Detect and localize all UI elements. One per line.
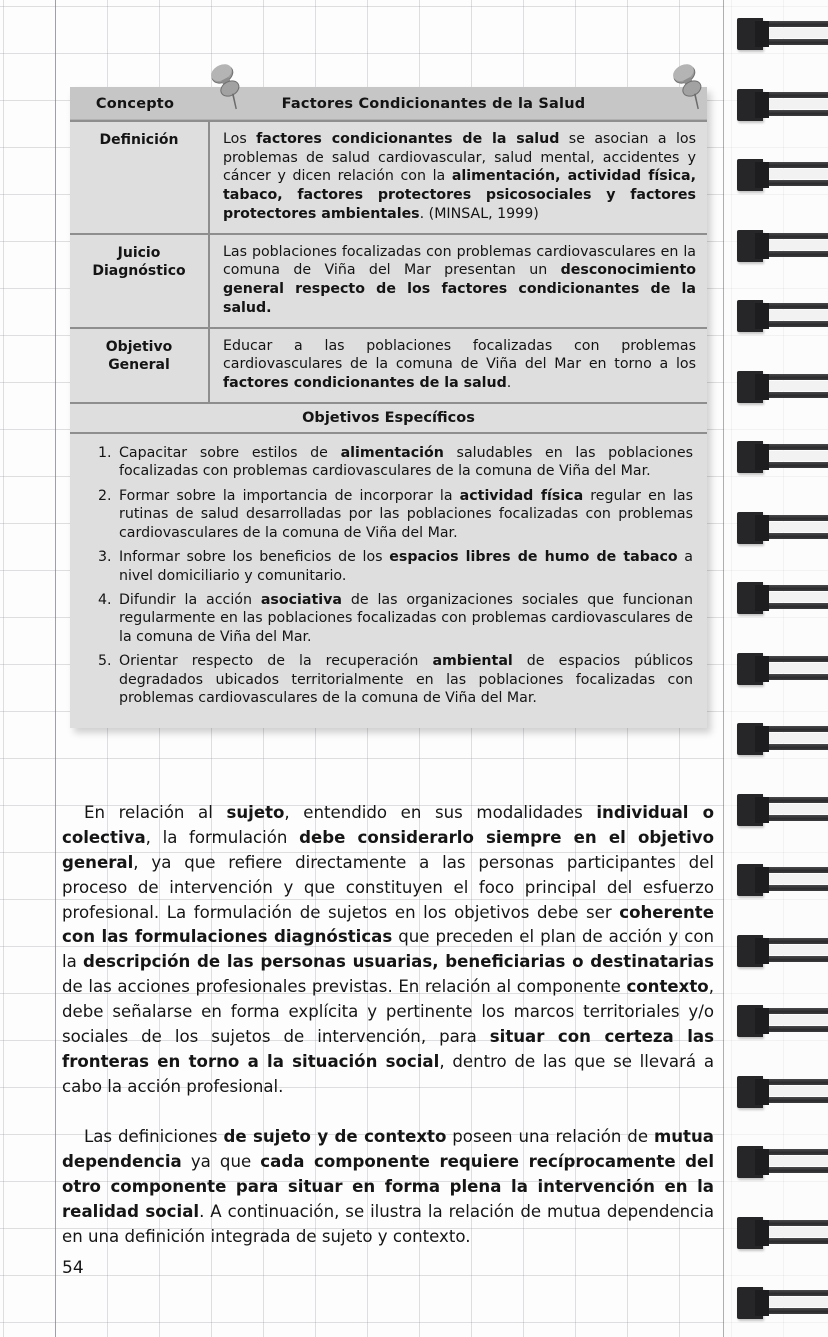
spiral-ring-icon xyxy=(737,441,828,475)
spiral-ring-icon xyxy=(737,300,828,334)
body-paragraph-1: En relación al sujeto, entendido en sus modalidades individual o colectiva, la formulación debe considerarlo siempre en el objetivo general, ya que refiere directamente a las personas participantes del proceso de intervención y que constituyen el foco principal del esfuerzo profesional. La formulación de sujetos en los objetivos debe ser coherente con las formulaciones diagnósticas que preceden el plan de acción y con la descripción de las personas usuarias, beneficiarias o destinatarias de las acciones profesionales previstas. En relación al componente contexto, debe señalarse en forma explícita y pertinente los marcos territoriales y/o sociales de los sujetos de intervención, para situar con certeza las fronteras en torno a la situación social, dentro de las que se llevará a cabo la acción profesional. xyxy=(62,803,714,1096)
spiral-ring-icon xyxy=(737,230,828,264)
row-text-objetivo-general: Educar a las poblaciones focalizadas con problemas cardiovasculares de la comuna de Viña del Mar en torno a los factores condicionantes de la salud. xyxy=(223,337,696,392)
spiral-ring-icon xyxy=(737,653,828,687)
objectives-header: Objetivos Específicos xyxy=(70,402,707,434)
spiral-ring-icon xyxy=(737,89,828,123)
spiral-ring-icon xyxy=(737,159,828,193)
spiral-ring-icon xyxy=(737,1217,828,1251)
row-label-objetivo-general: Objetivo General xyxy=(70,329,210,402)
body-paragraph-2: Las definiciones de sujeto y de contexto poseen una relación de mutua dependencia ya que cada componente requiere recíprocamente del otro componente para situar en forma plena la intervención en la realidad social. A continuación, se ilustra la relación de mutua dependencia en una definición integrada de sujeto y contexto. xyxy=(62,1127,715,1246)
spiral-ring-icon xyxy=(737,371,828,405)
spiral-ring-icon xyxy=(737,1287,828,1321)
objective-item: 5. Orientar respecto de la recuperación ambiental de espacios públicos degradados ubicados territorialmente en las poblaciones focalizadas con problemas cardiovasculares de la comuna de Viña del Mar. xyxy=(116,652,693,707)
row-text-juicio-diagnostico: Las poblaciones focalizadas con problemas cardiovasculares en la comuna de Viña del Mar presentan un desconocimiento general respecto de los factores condicionantes de la salud. xyxy=(223,243,696,316)
table-row xyxy=(70,327,707,402)
table-header-concepto: Concepto xyxy=(95,95,175,112)
spiral-ring-icon xyxy=(737,935,828,969)
objective-item: 3. Informar sobre los beneficios de los espacios libres de humo de tabaco a nivel domiciliario y comunitario. xyxy=(116,548,693,585)
spiral-ring-icon xyxy=(737,582,828,616)
table-row xyxy=(70,233,707,327)
table-header-title: Factores Condicionantes de la Salud xyxy=(281,95,586,112)
page-number: 54 xyxy=(62,1258,84,1278)
row-text-definicion: Los factores condicionantes de la salud se asocian a los problemas de salud cardiovascular, salud mental, accidentes y cáncer y dicen relación con la alimentación, actividad física, tabaco, factores protectores psicosociales y factores protectores ambientales. (MINSAL, 1999) xyxy=(223,131,696,222)
spiral-ring-icon xyxy=(737,864,828,898)
spiral-ring-icon xyxy=(737,1076,828,1110)
spiral-ring-icon xyxy=(737,723,828,757)
spiral-ring-icon xyxy=(737,1005,828,1039)
spiral-ring-icon xyxy=(737,1146,828,1180)
table-header-row xyxy=(70,87,707,120)
objective-item: 4. Difundir la acción asociativa de las organizaciones sociales que funcionan regularmente en las poblaciones focalizadas con problemas cardiovasculares de la comuna de Viña del Mar. xyxy=(116,591,693,646)
row-label-juicio-diagnostico: Juicio Diagnóstico xyxy=(70,235,210,327)
table-row xyxy=(70,120,707,233)
margin-rule-left xyxy=(55,0,56,1337)
objectives-list xyxy=(70,434,707,728)
objective-item: 1. Capacitar sobre estilos de alimentación saludables en las poblaciones focalizadas con problemas cardiovasculares de la comuna de Viña del Mar. xyxy=(116,444,693,481)
spiral-ring-icon xyxy=(737,512,828,546)
concept-table-card xyxy=(70,87,707,728)
spiral-ring-icon xyxy=(737,794,828,828)
row-label-definicion: Definición xyxy=(70,122,210,233)
objective-item: 2. Formar sobre la importancia de incorporar la actividad física regular en las rutinas de salud desarrolladas por las poblaciones focalizadas con problemas cardiovasculares de la comuna de Viña del Mar. xyxy=(116,487,693,542)
spiral-ring-icon xyxy=(737,18,828,52)
